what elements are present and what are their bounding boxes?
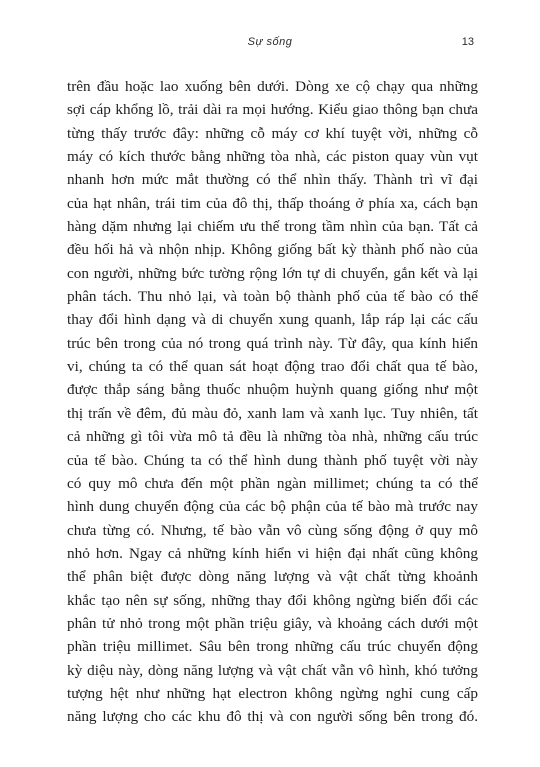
text-line: trên đầu hoặc lao xuống bên dưới. Dòng xe cộ chạy qua những (67, 78, 478, 95)
text-line: sợi cáp khổng lồ, trải dài ra mọi hướng. Kiểu giao thông bạn chưa (67, 101, 478, 119)
text-line: cả những gì tôi vừa mô tả đều là những tòa nhà, những cấu trúc (67, 428, 478, 446)
text-line: được thắp sáng bằng thuốc nhuộm huỳnh quang giống như một (67, 381, 478, 399)
text-line: đều hối hả và nhộn nhịp. Không giống bất kỳ thành phố nào của (67, 241, 478, 259)
text-line: của hạt nhân, trái tim của đô thị, thấp thoáng ở phía xa, cách bạn (67, 194, 478, 212)
text-line: hàng dặm nhưng lại chiếm ưu thế trong tầm nhìn của bạn. Tất cả (67, 218, 478, 236)
text-line: hình dung chuyển động của các bộ phận của tế bào mà trước nay (67, 498, 478, 516)
text-line: nhanh hơn mức mắt thường có thể nhìn thấy. Thành trì vĩ đại (67, 171, 478, 189)
page-number: 13 (461, 36, 474, 48)
text-line: tượng hệt như những hạt electron không ngừng nghỉ cung cấp (67, 684, 478, 702)
text-line: vi, chúng ta có thể quan sát hoạt động trao đổi chất qua tế bào, (67, 358, 478, 376)
text-line: khắc tạo nên sự sống, những thay đổi không ngừng biến đổi các (67, 591, 478, 609)
text-line: phần triệu millimet. Sâu bên trong những cấu trúc chuyển động (67, 638, 478, 656)
running-head (0, 36, 540, 52)
text-line: của tế bào. Chúng ta có thể hình dung thành phố tuyệt vời này (67, 451, 478, 469)
text-line: thể phân biệt được dòng năng lượng và vật chất từng khoảnh (67, 568, 478, 586)
text-line: phân tách. Thu nhỏ lại, và toàn bộ thành phố của tế bào có thể (67, 288, 478, 306)
text-line: thị trấn về đêm, đủ màu đỏ, xanh lam và xanh lục. Tuy nhiên, tất (67, 404, 478, 422)
text-line: thay đổi hình dạng và di chuyển xung quanh, lắp ráp lại các cấu (67, 311, 478, 329)
running-title: Sự sống (247, 36, 293, 48)
text-line: con người, những bức tường rộng lớn tự di chuyển, gắn kết và lại (67, 264, 478, 282)
text-line: trúc bên trong của nó trong quá trình này. Từ đây, qua kính hiển (67, 334, 478, 352)
text-line: năng lượng cho các khu đô thị và con người sống bên trong đó. (67, 708, 478, 726)
text-line: từng thấy trước đây: những cỗ máy cơ khí tuyệt vời, những cỗ (67, 124, 478, 142)
text-line: nhỏ hơn. Ngay cả những kính hiển vi hiện đại nhất cũng không (67, 544, 478, 562)
text-line: phân tử nhỏ trong một phần triệu giây, và khoảng cách dưới một (67, 614, 478, 632)
text-line: máy có kích thước bằng những tòa nhà, các piston quay vùn vụt (67, 148, 478, 166)
text-line: chưa từng có. Nhưng, tế bào vẫn vô cùng sống động ở quy mô (67, 521, 478, 539)
body-paragraph (67, 75, 478, 729)
text-line: có quy mô chưa đến một phần ngàn millimet; chúng ta có thể (67, 474, 478, 492)
text-line: kỳ diệu này, dòng năng lượng và vật chất vẫn vô hình, khó tưởng (67, 661, 478, 679)
